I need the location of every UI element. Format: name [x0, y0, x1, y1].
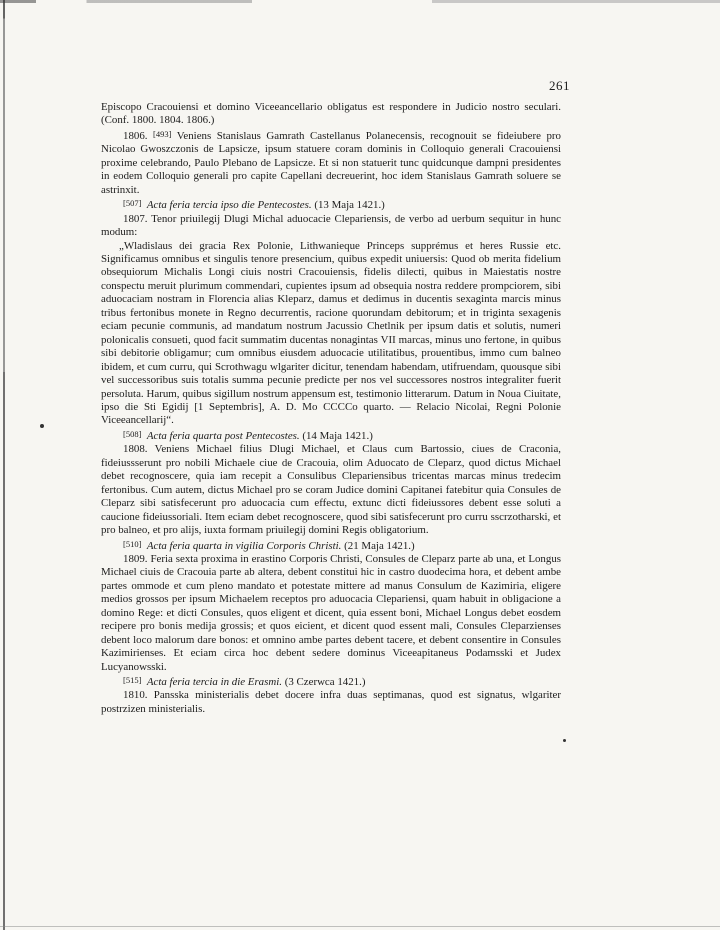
document-body [101, 101, 561, 716]
entry-1807 [101, 213, 561, 240]
acta-date: (14 Maja 1421.) [302, 429, 373, 442]
entry-number: 1810. [123, 689, 148, 702]
entry-1808 [101, 443, 561, 537]
acta-phrase: Acta feria quarta in vigilia Corporis Christi. [146, 539, 342, 552]
scan-speck [563, 739, 566, 742]
acta-phrase: Acta feria tercia ipso die Pentecostes. [146, 199, 312, 212]
acta-phrase: Acta feria quarta post Pentecostes. [146, 429, 300, 442]
scan-speck [40, 424, 44, 428]
page-number: 261 [549, 78, 570, 93]
entry-text: Veniens Stanislaus Gamrath Castellanus Polanecensis, recognouit se fideiubere pro Nicolao Gwoszczonis de Lapsicze, ipsum statuere coram dominis in Colloquio generali Cracouiensi proxime celebrando, Paulo Plebano de Lapsicze. Et si non statuerit tunc quidcunque dampni presidentes in eodem Colloquio generali pro capite Capellani decreuerint, hoc idem Stanislaus Gamrath soluere se astrinxit. [101, 129, 561, 196]
acta-phrase: Acta feria tercia in die Erasmi. [146, 676, 282, 689]
acta-heading [101, 197, 561, 212]
acta-date: (3 Czerwca 1421.) [284, 676, 366, 689]
source-ref: [508] [123, 428, 142, 439]
acta-date: (21 Maja 1421.) [344, 539, 415, 552]
entry-1806 [101, 128, 561, 197]
scan-bottom-edge [0, 926, 720, 927]
entry-number: 1806. [123, 129, 148, 142]
entry-number: 1809. [123, 552, 148, 565]
entry-text: Pansska ministerialis debet docere infra duas septimanas, quod est signatus, wlgariter postrzizen ministerialis. [101, 689, 561, 715]
source-ref: [493] [153, 128, 172, 139]
entry-1810 [101, 689, 561, 716]
source-ref: [515] [123, 675, 142, 686]
source-ref: [510] [123, 538, 142, 549]
scan-left-edge [3, 0, 5, 930]
entry-number: 1808. [123, 443, 148, 456]
source-ref: [507] [123, 198, 142, 209]
acta-heading [101, 538, 561, 553]
paragraph-continuation: Episcopo Cracouiensi et domino Viceeancellario obligatus est respondere in Judicio nostro seculari. (Conf. 1800. 1804. 1806.) [101, 101, 561, 127]
scan-top-edge [0, 0, 720, 3]
entry-number: 1807. [123, 212, 148, 225]
acta-heading [101, 428, 561, 443]
acta-heading [101, 674, 561, 689]
entry-text: Tenor priuilegij Dlugi Michal aduocacie Clepariensis, de verbo ad uerbum sequitur in hunc modum: [101, 212, 561, 239]
entry-text: Veniens Michael filius Dlugi Michael, et Claus cum Bartossio, ciues de Craconia, fideiussserunt pro nobili Michaele ciue de Cracouia, olim Aduocato de Cleparz, quod dictus Michael debet recognoscere, quia iam recepit a Consulibus Clepariensibus tricentas marcas minus tredecim fertonibus. Cum autem, dictus Michael pro se coram Judice domini Capitanei fatebitur quia Consules de Cleparz sibi satisfecerunt pro aduocacia cum effectu, extunc dicti fideiussores debent esse soluti a caucione fideiussoriali. Item eciam debet recognoscere, quod sibi satisfecerunt pro curru sscrzotharski, et pro balneo, et pro alijs, iuxta formam priuilegij domini Regis obligatorium. [101, 443, 561, 537]
entry-text: Feria sexta proxima in erastino Corporis Christi, Consules de Cleparz parte ab una, et Longus Michael ciuis de Cracouia parte ab altera, debent constitui hic in castro duodecima hora, et debent ambe partes ommode et cum pleno mandato et potestate mittere ad manus Consulum de Kazimiria, eligere medios grossos per ipsum Michaelem receptos pro aduocacia Clepariensi, quam habuit in obligacione a domino Rege: et dicti Consules, quos eligent et dicent, quia essent boni, Michael Longus debet eosdem recipere pro bonis medija grossis; et quos eicient, et dicent quod essent mali, Consules Cleparzienses debent loco malorum dare bonos: et omnino ambe partes debent tacere, et debent consentire in Consules Kazimirienses. Et eciam circa hoc debent sedere dominus Viceeapitaneus Podamsski et Judex Lucyanowsski. [101, 552, 561, 673]
royal-letter: „Wladislaus dei gracia Rex Polonie, Lithwanieque Princeps supprémus et heres Russie etc. Significamus omnibus et singulis tenore presencium, quibus expedit uniuersis: Quod ob merita fidelium obsequiorum Michalis Longi ciuis nostri Cracouiensis, fidelis dilecti, quibus in Maiestatis nostre conspectu meruit plurimum commendari, cupientes ipsum ad obsequia nostra reddere prompciorem, sibi aduocaciam nostram in Florencia alias Kleparz, damus et dedimus in ducentis sexaginta marcis minus tribus fertonibus monete in Regno decurrentis, racione quorundam debitorum; et in triginta sexagenis eciam pecunie communis, ad mandatum nostrum Jacussio Chetlnik per ipsum datis et solutis, numeri polonicalis consueti, quod facit summatim ducentas nonagintas VII marcas, minus uno fertone, in quibus sibi debitorie obligamur; cum omnibus eiusdem aduocacie utilitatibus, prouentibus, immo cum balneo ibidem, et cum curru, qui Scrothwagu wlgariter dicitur, tenendam habendam, utifruendam, quousque sibi vel successoribus suis totalis summa pecunie predicte per nos vel successores nostros integraliter fuerit persoluta. Harum, quibus sigillum nostrum appensum est, testimonio litterarum. Datum in Noua Ciuitate, ipso die Sti Egidij [1 Septembris], A. D. Mo CCCCo quarto. — Relacio Nicolai, Regni Polonie Viceeancellarij“. [101, 239, 561, 427]
acta-date: (13 Maja 1421.) [314, 199, 385, 212]
entry-1809 [101, 553, 561, 674]
